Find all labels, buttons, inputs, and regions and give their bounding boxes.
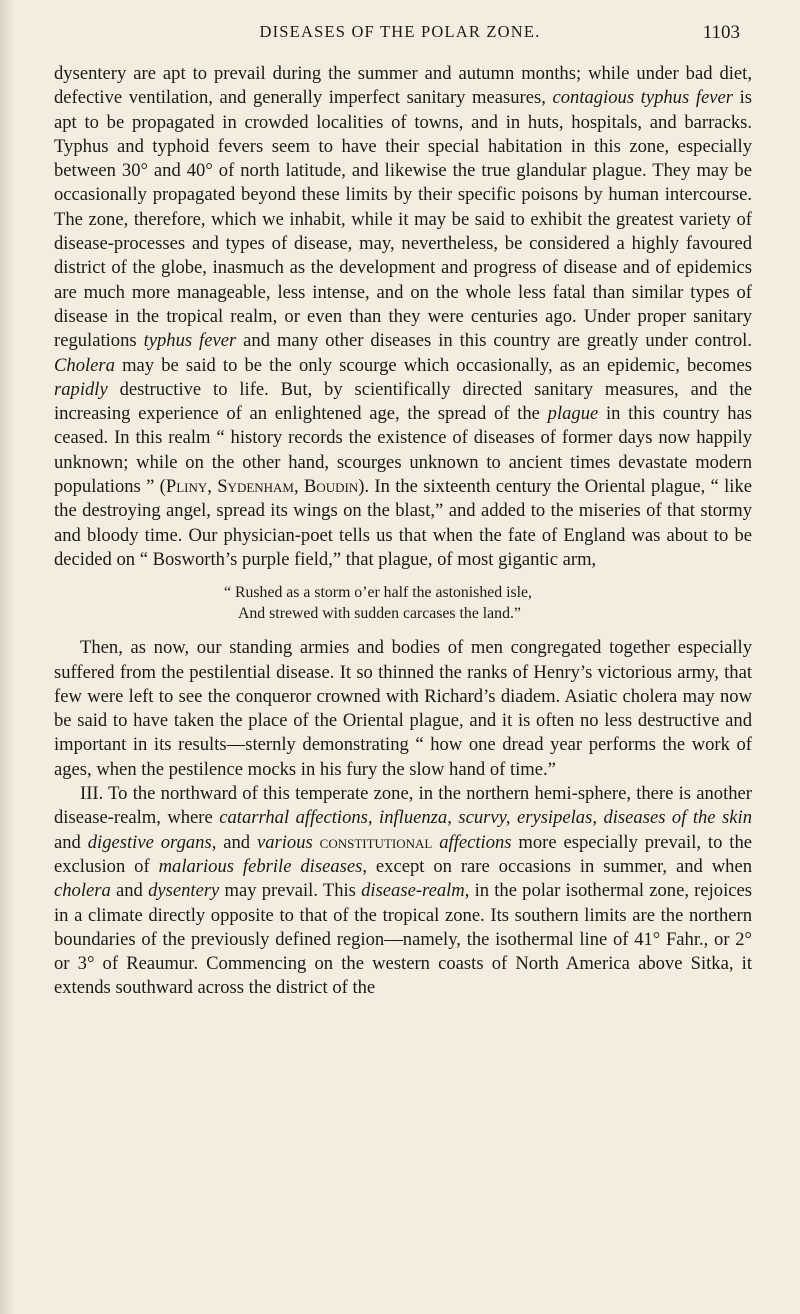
text-run: and [54,831,88,853]
italic-term: Cholera [54,354,115,376]
italic-term: digestive organs [87,831,212,853]
italic-term: dysentery [148,880,220,902]
italic-term: various [256,831,313,853]
italic-term: plague [547,403,599,425]
paragraph-3 [54,782,752,1001]
paragraph-2: Then, as now, our standing armies and bodies of men congregated together especially suffered from the pestilential disease. It so thinned the ranks of Henry’s victorious army, that few were left to see the conqueror crowned with Richard’s diadem. Asiatic cholera may now be said to have taken the place of the Oriental plague, and it is often no less destructive and important in its results—sternly demonstrating “ how one dread year performs the work of ages, when the pestilence mocks in his fury the slow hand of time.” [54,637,752,780]
page-edge [0,0,14,1314]
verse-line: “ Rushed as a storm o’er half the astonished isle, [224,584,532,602]
italic-term: disease-realm [361,880,465,902]
italic-term: malarious febrile diseases [158,855,363,877]
text-run: more especially prevail, to the exclusion of [54,831,752,877]
verse-line: And strewed with sudden carcases the land.” [238,605,521,623]
text-run: destructive to life. But, by scientifically directed sanitary measures, and the increasing experience of an enlightened age, the spread of the [54,378,752,425]
running-head: DISEASES OF THE POLAR ZONE. [259,22,541,41]
text-run: ). In the sixteenth century the Oriental plague, “ like the destroying angel, spread its wings on the blast,” and added to the miseries of that stormy and bloody time. Our physician-poet tells us that when the fate of England was about to be decided on “ Bosworth’s purple field,” that plague, of most gigantic arm, [54,476,753,570]
paragraph-1 [54,62,752,572]
italic-term: typhus fever [143,330,237,352]
text-run: , in the polar isothermal zone, rejoices in a climate directly opposite to that of the tropical zone. Its southern limits are the northern boundaries of the previously defined region—namely, the isothermal line of 41° Fahr., or 2° or 3° of Reaumur. Commencing on the western coasts of North America above Sitka, it extends southward across the district of the [54,880,752,999]
body-text [54,62,752,1001]
page-header [0,22,800,52]
text-run [313,832,320,853]
italic-term: rapidly [54,378,108,400]
italic-term: catarrhal affections, influenza, scurvy, erysipelas, diseases of the skin [219,807,752,829]
italic-term: cholera [54,880,111,902]
text-run: , except on rare occasions in summer, and when [362,855,753,877]
text-run: , and [211,831,257,853]
verse-quotation [54,582,752,624]
text-run: is apt to be propagated in crowded localities of towns, and in huts, hospitals, and barracks. Typhus and typhoid fevers seem to have their special habitation in this zone, especially between 30° and 40° of north latitude, and likewise the true glandular plague. They may be occasionally propagated beyond these limits by their specific poisons by human intercourse. The zone, therefore, which we inhabit, while it may be said to exhibit the greatest variety of disease-processes and types of disease, may, nevertheless, be considered a highly favoured district of the globe, inasmuch as the development and progress of disease and of epidemics are much more manageable, less intense, and on the whole less fatal than similar types of disease in the tropical realm, or even than they were centuries ago. Under proper sanitary regulations [54,87,752,352]
text-run: and [110,880,149,902]
small-caps-term: constitutional [319,831,433,853]
text-run: may prevail. This [219,880,362,902]
italic-term: contagious typhus fever [552,87,733,109]
page-number: 1103 [702,22,740,43]
text-run: dysentery are apt to prevail during the summer and autumn months; while under bad diet, defective ventilation, and generally imperfect sanitary measures, [54,63,752,109]
text-run: in this country has ceased. In this realm “ history records the existence of diseases of former days now happily unknown; while on the other hand, scourges unknown to ancient times devastate modern populations ” ( [54,403,752,498]
italic-term: affections [439,831,512,853]
cited-authors: Pliny, Sydenham, Boudin [165,476,359,498]
text-run: III. To the northward of this temperate zone, in the northern hemi-sphere, there is another disease-realm, where [54,783,752,829]
text-run: may be said to be the only scourge which occasionally, as an epidemic, becomes [114,354,752,376]
text-run: and many other diseases in this country are greatly under control. [236,330,752,352]
